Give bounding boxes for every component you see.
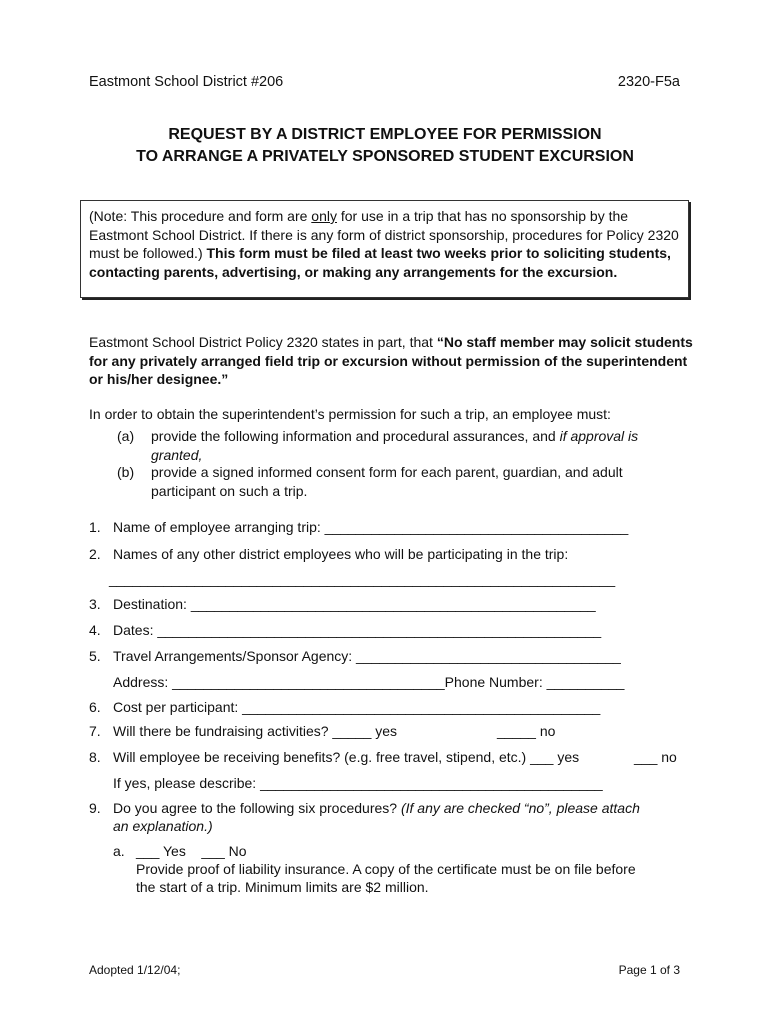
- district-name: Eastmont School District #206: [89, 74, 284, 90]
- procedure-a-yes-no[interactable]: ___ Yes ___ No: [136, 843, 247, 859]
- policy-quote: “No staff member may solicit students for any privately arranged field trip or excursion without permission of the superintendent or his/her designee.”: [89, 334, 693, 387]
- other-employees-field[interactable]: _________________________________________________________________: [109, 571, 616, 587]
- destination-field[interactable]: Destination: ____________________________________________________: [113, 596, 596, 612]
- procedure-a-text: Provide proof of liability insurance. A copy of the certificate must be on file before the start of a trip. Minimum limits are $2 million.: [136, 861, 636, 895]
- benefits-describe-field[interactable]: If yes, please describe: ____________________________________________: [113, 775, 603, 791]
- requirement-text: provide a signed informed consent form for each parent, guardian, and adult participant on such a trip.: [151, 464, 623, 499]
- form-title-line-1: REQUEST BY A DISTRICT EMPLOYEE FOR PERMISSION: [168, 126, 602, 143]
- procedure-label: a.: [113, 843, 125, 859]
- note-text-pre: (Note: This procedure and form are: [89, 208, 312, 224]
- page-number: Page 1 of 3: [618, 963, 680, 977]
- procedures-question: Do you agree to the following six procedures?: [113, 800, 401, 816]
- policy-paragraph: [89, 333, 699, 389]
- adopted-date: Adopted 1/12/04;: [89, 963, 181, 977]
- requirement-label: (b): [117, 464, 135, 480]
- sponsor-agency-field[interactable]: Travel Arrangements/Sponsor Agency: __________________________________: [113, 648, 621, 664]
- procedures-instruction: (If any are checked “no”, please attach an explanation.): [113, 800, 640, 834]
- form-code: 2320-F5a: [617, 74, 680, 90]
- cost-field[interactable]: Cost per participant: ______________________________________________: [113, 699, 601, 715]
- note-bold-warning: This form must be filed at least two weeks prior to soliciting students, contacting parents, advertising, or making any arrangements for the excursion.: [89, 245, 671, 280]
- requirement-text: provide the following information and procedural assurances, and if approval is granted,: [151, 428, 639, 463]
- form-title-line-2: TO ARRANGE A PRIVATELY SPONSORED STUDENT EXCURSION: [136, 148, 634, 165]
- policy-text: Eastmont School District Policy 2320 states in part, that: [89, 334, 437, 350]
- fundraising-yes-field[interactable]: Will there be fundraising activities? _____ yes: [113, 723, 398, 739]
- note-underlined-word: only: [311, 208, 337, 224]
- requirement-label: (a): [117, 428, 135, 444]
- fundraising-no-field[interactable]: _____ no: [497, 723, 556, 739]
- benefits-no-field[interactable]: ___ no: [634, 749, 677, 765]
- address-phone-field[interactable]: Address: ___________________________________Phone Number: __________: [113, 674, 625, 690]
- dates-field[interactable]: Dates: _________________________________________________________: [113, 622, 602, 638]
- benefits-yes-field[interactable]: Will employee be receiving benefits? (e.g. free travel, stipend, etc.) ___ yes: [113, 749, 580, 765]
- employee-name-field[interactable]: Name of employee arranging trip: _______________________________________: [113, 519, 629, 535]
- document-page: Eastmont School District #206 2320-F5a REQUEST BY A DISTRICT EMPLOYEE FOR PERMISSION TO ARRANGE A PRIVATELY SPONSORED STUDENT EXCURSION (Note: This procedure and form are only for use in a trip that has no sponsorship by the Eastmont School District. If there is any form of district sponsorship, procedures for Policy 2320 must be followed.) This form must be filed at least two weeks prior to soliciting students, contacting parents, advertising, or making any arrangements for the excursion. Eastmont School District Policy 2320 states in part, that “No staff member may solicit students for any privately arranged field trip or excursion without permission of the superintendent or his/her designee.” In order to obtain the superintendent’s permission for such a trip, an employee must: (a) provide the following information and procedural assurances, and if approval is granted, (b) provide a signed informed consent form for each parent, guardian, and adult participant on such a trip. 1. Name of employee arranging trip: _______________________________________ 2. Names of any other district employees who will be participating in the trip: _________________________________________________________________ 3. Destination: ____________________________________________________ 4. Dates: _________________________________________________________ 5. Travel Arrangements/Sponsor Agency: __________________________________ Address: ___________________________________Phone Number: __________ 6. Cost per participant: ______________________________________________ 7. Will there be fundraising activities? _____ yes _____ no 8. Will employee be receiving benefits? (e.g. free travel, stipend, etc.) ___ yes ___ no If yes, please describe: ____________________________________________ 9. Do you agree to the following six procedures? (If any are checked “no”, please attach an explanation.) a. ___ Yes ___ No Provide proof of liability insurance. A copy of the certificate must be on file before the start of a trip. Minimum limits are $2 million. Adopted 1/12/04; Page 1 of 3: [0, 0, 770, 1024]
- intro-paragraph: In order to obtain the superintendent’s permission for such a trip, an employee must:: [89, 406, 611, 422]
- note-box: [80, 200, 689, 298]
- note-text-mid: for use in a trip that has no sponsorship by the Eastmont School District. If there is any form of district sponsorship, procedures for Policy 2320 must be followed.): [89, 208, 679, 261]
